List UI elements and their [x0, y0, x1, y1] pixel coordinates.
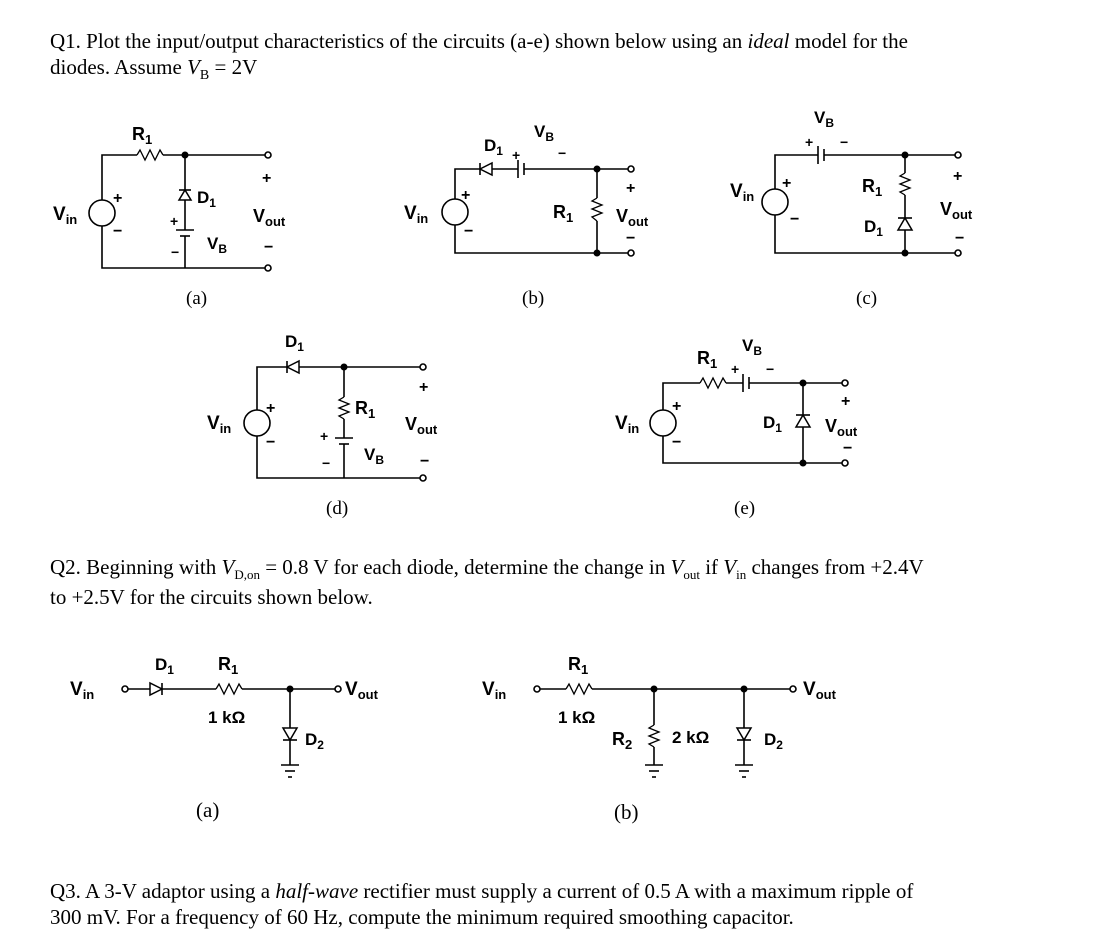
- r1-label: $R_1$: [132, 124, 153, 147]
- svg-text:−: −: [558, 145, 567, 161]
- r1-label: $R_1$: [862, 176, 883, 199]
- circuit-q2-a: [70, 654, 379, 777]
- d1-label: $D_1$: [197, 188, 216, 210]
- r1-label: $R_1$: [568, 654, 589, 677]
- resistor-icon: [339, 397, 349, 419]
- vb-label: $V_B$: [207, 234, 228, 256]
- resistor-icon: [592, 198, 602, 221]
- r1-value: 1 kΩ: [208, 708, 246, 727]
- vin-label: $V_{in}$: [70, 679, 95, 702]
- q3-line2: 300 mV. For a frequency of 60 Hz, compute the minimum required smoothing capacitor.: [50, 905, 794, 929]
- q3-line1: Q3. A 3-V adaptor using a half-wave rectifier must supply a current of 0.5 A with a maximum ripple of: [50, 879, 914, 903]
- r1-value: 1 kΩ: [558, 708, 596, 727]
- svg-text:−: −: [840, 134, 849, 150]
- diode-icon: [287, 361, 299, 373]
- svg-text:−: −: [464, 223, 474, 240]
- circuit-q1-c: [730, 108, 973, 257]
- r1-label: $R_1$: [218, 654, 239, 677]
- d1-label: $D_1$: [155, 655, 174, 677]
- resistor-icon: [649, 725, 659, 747]
- plus-sign: +: [113, 190, 123, 207]
- svg-text:+: +: [262, 170, 272, 187]
- svg-text:−: −: [266, 434, 276, 451]
- diode-icon: [480, 163, 492, 175]
- r2-value: 2 kΩ: [672, 728, 710, 747]
- svg-text:+: +: [170, 213, 179, 229]
- vout-label: $V_{out}$: [616, 206, 649, 229]
- d2-label: $D_2$: [764, 730, 783, 752]
- diode-icon: [283, 728, 297, 740]
- resistor-icon: [700, 378, 726, 388]
- svg-text:−: −: [672, 434, 682, 451]
- circuit-q1-a: [53, 124, 286, 271]
- vin-label: $V_{in}$: [404, 203, 429, 226]
- r1-label: $R_1$: [355, 398, 376, 421]
- diode-icon: [150, 683, 162, 695]
- svg-text:−: −: [766, 361, 775, 377]
- svg-text:+: +: [672, 398, 682, 415]
- d1-label: $D_1$: [763, 413, 782, 435]
- vb-label: $V_B$: [534, 122, 555, 144]
- vout-label: $V_{out}$: [345, 679, 378, 702]
- r1-label: $R_1$: [697, 348, 718, 371]
- resistor-icon: [566, 684, 592, 694]
- svg-text:−: −: [955, 230, 965, 247]
- svg-text:+: +: [320, 428, 329, 444]
- svg-text:−: −: [843, 440, 853, 457]
- svg-text:−: −: [790, 211, 800, 228]
- svg-text:+: +: [266, 400, 276, 417]
- svg-text:−: −: [322, 455, 331, 471]
- diode-icon: [179, 190, 191, 200]
- resistor-icon: [137, 150, 163, 160]
- svg-text:+: +: [512, 147, 521, 163]
- vb-label: $V_B$: [364, 445, 385, 467]
- circuit-q1-e: [615, 336, 858, 467]
- vout-label: $V_{out}$: [253, 206, 286, 229]
- vin-label: $V_{in}$: [53, 204, 78, 227]
- caption-q1-d: (d): [326, 498, 349, 519]
- vin-label: $V_{in}$: [730, 181, 755, 204]
- svg-text:+: +: [782, 175, 792, 192]
- caption-q1-e: (e): [734, 498, 756, 519]
- q2-line1: Q2. Beginning with $V_{D,on} = 0.8$ V for each diode, determine the change in $V_{out}$ if $V_{in}$ changes from +2.4V: [50, 555, 924, 583]
- circuit-q2-b: [482, 654, 837, 777]
- vin-label: $V_{in}$: [207, 413, 232, 436]
- vin-label: $V_{in}$: [482, 679, 507, 702]
- caption-q2-b: (b): [614, 800, 639, 824]
- svg-text:−: −: [420, 453, 430, 470]
- r1-label: $R_1$: [553, 202, 574, 225]
- caption-q1-b: (b): [522, 288, 545, 309]
- q2-line2: to +2.5V for the circuits shown below.: [50, 585, 373, 609]
- d1-label: $D_1$: [484, 136, 503, 158]
- caption-q2-a: (a): [196, 798, 220, 822]
- vout-label: $V_{out}$: [940, 199, 973, 222]
- r2-label: $R_2$: [612, 729, 633, 752]
- vout-label: $V_{out}$: [825, 416, 858, 439]
- svg-text:−: −: [171, 244, 180, 260]
- q1-line2: diodes. Assume $V_B = 2V$: [50, 55, 258, 84]
- vb-label: $V_B$: [742, 336, 763, 358]
- resistor-icon: [216, 684, 242, 694]
- resistor-icon: [900, 173, 910, 195]
- svg-text:+: +: [626, 180, 636, 197]
- voltage-source-icon: [762, 189, 788, 215]
- svg-text:+: +: [841, 393, 851, 410]
- d1-label: $D_1$: [285, 332, 304, 354]
- circuit-q1-d: [207, 332, 438, 481]
- minus-sign: −: [113, 223, 123, 240]
- voltage-source-icon: [89, 200, 115, 226]
- caption-q1-a: (a): [186, 288, 208, 309]
- vb-label: $V_B$: [814, 108, 835, 130]
- q1-line1: Q1. Plot the input/output characteristics of the circuits (a-e) shown below using an ideal model for the: [50, 29, 908, 53]
- svg-text:−: −: [626, 230, 636, 247]
- svg-text:−: −: [264, 239, 274, 256]
- d2-label: $D_2$: [305, 730, 324, 752]
- diode-icon: [737, 728, 751, 740]
- svg-text:+: +: [731, 361, 740, 377]
- vout-label: $V_{out}$: [405, 414, 438, 437]
- caption-q1-c: (c): [856, 288, 878, 309]
- svg-text:+: +: [805, 134, 814, 150]
- vout-label: $V_{out}$: [803, 679, 836, 702]
- svg-text:+: +: [461, 187, 471, 204]
- d1-label: $D_1$: [864, 217, 883, 239]
- svg-text:+: +: [953, 168, 963, 185]
- circuit-q1-b: [404, 122, 649, 257]
- svg-text:+: +: [419, 379, 429, 396]
- vin-label: $V_{in}$: [615, 413, 640, 436]
